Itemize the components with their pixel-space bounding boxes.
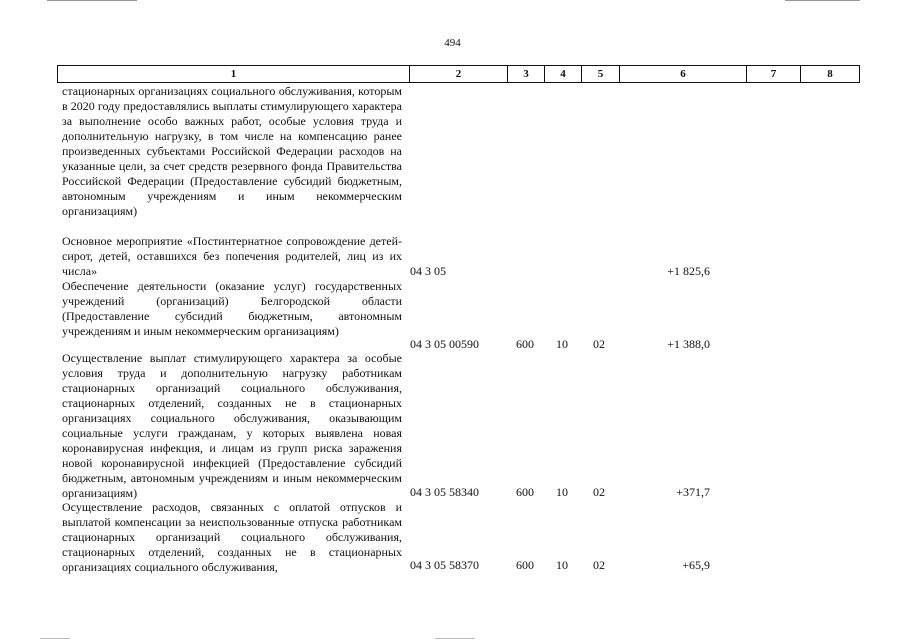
- row-col-3: 600: [516, 337, 534, 351]
- row-col-4: 10: [556, 558, 568, 572]
- top-edge-line-right: [785, 0, 860, 1]
- header-col-5: 5: [582, 66, 620, 82]
- row-code: 04 3 05: [410, 264, 446, 278]
- row-code: 04 3 05 58340: [410, 485, 479, 499]
- header-col-8: 8: [827, 68, 833, 80]
- row-amount: +1 388,0: [667, 337, 710, 351]
- row-code: 04 3 05 58370: [410, 558, 479, 572]
- header-col-7: 7: [747, 66, 801, 82]
- row-code: 04 3 05 00590: [410, 337, 479, 351]
- row-col-5: 02: [593, 485, 605, 499]
- bottom-edge-line-left: [40, 638, 70, 639]
- header-col-6: 6: [620, 66, 747, 82]
- row-amount: +65,9: [682, 558, 710, 572]
- header-col-1: 1: [58, 66, 410, 82]
- table-header-row: [57, 65, 860, 83]
- header-col-4: 4: [545, 66, 582, 82]
- row-col-4: 10: [556, 337, 568, 351]
- row-description: Осуществление выплат стимулирующего характера за особые условия труда и дополнительную нагрузку работникам стационарных организаций социального обслуживания, стационарных отделений, созданных не в стационарных организациях социального обслуживания, оказывающим социальные услуги гражданам, у которых выявлена новая коронавирусная инфекция, и лицам из групп риска заражения новой коронавирусной инфекцией (Предоставление субсидий бюджетным, автономным учреждениям и иным некоммерческим организациям): [62, 351, 402, 500]
- row-col-3: 600: [516, 558, 534, 572]
- row-col-4: 10: [556, 485, 568, 499]
- row-col-5: 02: [593, 558, 605, 572]
- bottom-edge-line-center: [435, 638, 475, 639]
- row-col-3: 600: [516, 485, 534, 499]
- header-col-3: 3: [508, 66, 545, 82]
- row-amount: +1 825,6: [667, 264, 710, 278]
- top-edge-line-left: [47, 0, 137, 1]
- row-col-5: 02: [593, 337, 605, 351]
- row-description: Основное мероприятие «Постинтернатное сопровождение детей-сирот, детей, оставшихся без попечения родителей, лиц из их числа»: [62, 234, 402, 278]
- page-number: 494: [444, 37, 461, 49]
- row-amount: +371,7: [676, 485, 710, 499]
- row-description: Осуществление расходов, связанных с оплатой отпусков и выплатой компенсации за неиспользованные отпуска работникам стационарных организаций социального обслуживания, стационарных отделений, созданных не в стационарных организациях социального обслуживания,: [62, 500, 402, 574]
- row-description: Обеспечение деятельности (оказание услуг) государственных учреждений (организаций) Белгородской области (Предоставление субсидий бюджетным, автономным учреждениям и иным некоммерческим организациям): [62, 279, 402, 338]
- header-col-2: 2: [410, 66, 508, 82]
- row-description: стационарных организациях социального обслуживания, которым в 2020 году предоставлялись выплаты стимулирующего характера за выполнение особо важных работ, особые условия труда и дополнительную нагрузку, в том числе на компенсацию ранее произведенных субъектами Российской Федерации расходов на указанные цели, за счет средств резервного фонда Правительства Российской Федерации (Предоставление субсидий бюджетным, автономным учреждениям и иным некоммерческим организациям): [62, 84, 402, 218]
